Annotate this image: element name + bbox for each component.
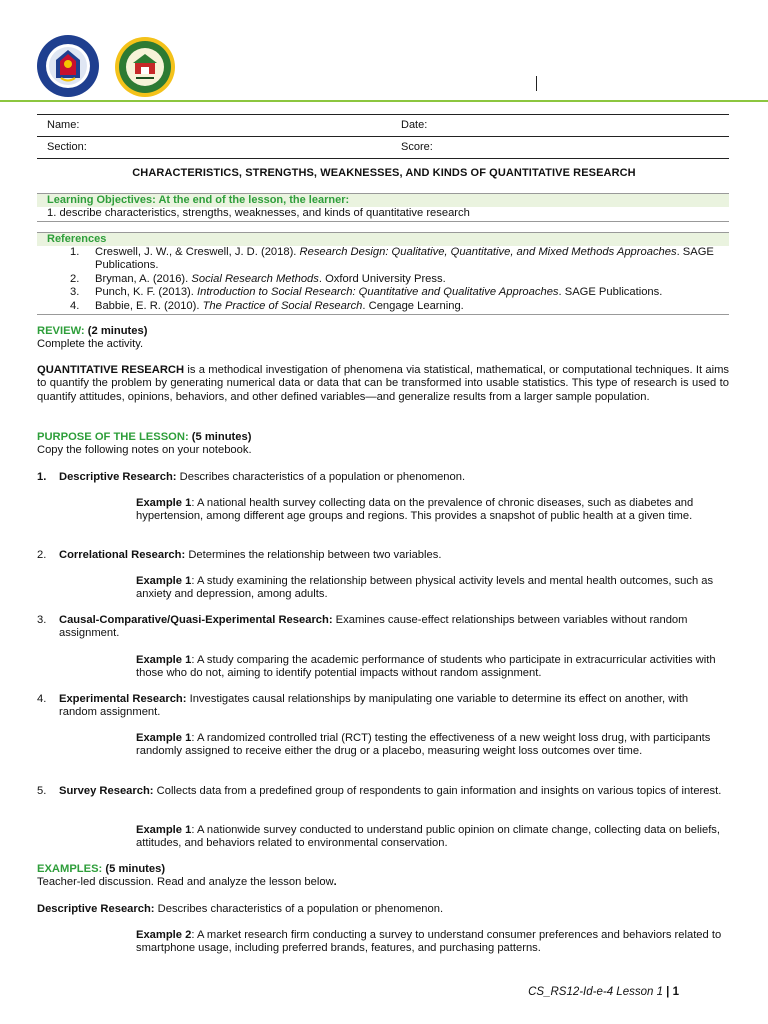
reference-item: 4. Babbie, E. R. (2010). The Practice of Social Research. Cengage Learning. (70, 299, 464, 312)
kind-description: Determines the relationship between two variables. (185, 549, 442, 561)
examples-subheading: Descriptive Research: Describes characteristics of a population or phenomenon. (37, 903, 444, 915)
purpose-instruction: Copy the following notes on your notebook. (37, 444, 252, 457)
name-field[interactable]: Name: (37, 115, 391, 137)
review-time: (2 minutes) (84, 325, 148, 337)
student-info-table (37, 114, 729, 159)
score-field[interactable]: Score: (391, 137, 729, 159)
examples-section (37, 863, 729, 890)
kind-number: 2. (37, 549, 47, 561)
kind-example: Example 1: A study examining the relationship between physical activity levels and mental health outcomes, such as anxiety and depression, among adults. (136, 575, 714, 601)
kind-item (37, 785, 729, 798)
kind-number: 5. (37, 785, 47, 797)
kind-description: Examines cause-effect relationships between variables without random assignment. (59, 614, 688, 640)
kind-number: 4. (37, 693, 47, 705)
examples-instruction: Teacher-led discussion. Read and analyze the lesson below. (37, 876, 337, 889)
references-heading: References (37, 232, 729, 246)
page-number: 1 (672, 986, 679, 998)
kind-name: Survey Research: (59, 785, 154, 797)
review-label: REVIEW: (37, 325, 85, 337)
kind-name: Experimental Research: (59, 693, 187, 705)
review-instruction: Complete the activity. (37, 338, 144, 351)
kind-number: 1. (37, 471, 47, 483)
kind-example: Example 1: A randomized controlled trial (RCT) testing the effectiveness of a new weight loss drug, with participants randomly assigned to receive either the drug or a placebo, measuring weight loss outcomes over time. (136, 732, 711, 758)
purpose-time: (5 minutes) (188, 431, 252, 443)
kind-name: Causal-Comparative/Quasi-Experimental Research: (59, 614, 333, 626)
reference-item: 1. Creswell, J. W., & Creswell, J. D. (2018). Research Design: Qualitative, Quantitative, and Mixed Methods Approaches. SAGE Publications. (70, 246, 714, 272)
examples-time: (5 minutes) (102, 863, 166, 875)
text-cursor (536, 76, 537, 91)
objectives-heading: Learning Objectives: At the end of the lesson, the learner: (37, 193, 729, 207)
reference-item: 2. Bryman, A. (2016). Social Research Methods. Oxford University Press. (70, 272, 446, 285)
review-section (37, 325, 729, 352)
kind-example: Example 1: A study comparing the academic performance of students who participate in extracurricular activities with those who do not, aiming to identify potential impacts without random assignment. (136, 654, 716, 680)
purpose-label: PURPOSE OF THE LESSON: (37, 431, 189, 443)
definition-paragraph (37, 364, 729, 404)
header-divider (0, 100, 768, 102)
section-field[interactable]: Section: (37, 137, 391, 159)
references-box (37, 232, 729, 315)
date-field[interactable]: Date: (391, 115, 729, 137)
kind-description: Collects data from a predefined group of respondents to gain information and insights on various topics of interest. (153, 785, 722, 797)
kind-example: Example 1: A nationwide survey conducted to understand public opinion on climate change, collecting data on beliefs, attitudes, and behaviors related to environmental conservation. (136, 824, 721, 850)
kind-description: Describes characteristics of a population or phenomenon. (176, 471, 466, 483)
kind-item (37, 549, 729, 562)
lesson-title: CHARACTERISTICS, STRENGTHS, WEAKNESSES, AND KINDS OF QUANTITATIVE RESEARCH (132, 167, 636, 179)
kind-item (37, 471, 729, 484)
examples-example: Example 2: A market research firm conducting a survey to understand consumer preferences and behaviors related to smartphone usage, including preferred brands, features, and purchasing patterns. (136, 929, 722, 955)
kind-name: Descriptive Research: (59, 471, 177, 483)
lesson-code: CS_RS12-Id-e-4 Lesson 1 (528, 986, 663, 998)
kind-item (37, 693, 729, 720)
definition-term: QUANTITATIVE RESEARCH (37, 364, 185, 376)
kind-description: Investigates causal relationships by manipulating one variable to determine its effect on another, with random assignment. (59, 693, 689, 719)
definition-text: is a methodical investigation of phenomena via statistical, mathematical, or computational techniques. It aims to quantify the problem by generating numerical data or data that can be transformed into usable statistics. This type of research is used to quantify attitudes, opinions, behaviors, and other defined variables—and generalize results from a larger sample population. (37, 364, 730, 403)
kind-number: 3. (37, 614, 47, 626)
kind-example: Example 1: A national health survey collecting data on the prevalence of chronic diseases, such as diabetes and hypertension, among different age groups and regions. This provides a snapshot of public health at a given time. (136, 497, 694, 523)
reference-item: 3. Punch, K. F. (2013). Introduction to Social Research: Quantitative and Qualitative Approaches. SAGE Publications. (70, 286, 663, 299)
objective-item: 1. describe characteristics, strengths, weaknesses, and kinds of quantitative research (37, 207, 729, 222)
kind-name: Correlational Research: (59, 549, 186, 561)
learning-objectives-box (37, 193, 729, 222)
kind-item (37, 614, 729, 641)
deped-seal (36, 34, 100, 98)
school-seal (114, 36, 176, 98)
references-list (37, 246, 729, 315)
examples-label: EXAMPLES: (37, 863, 103, 875)
purpose-section (37, 431, 729, 458)
page-footer: CS_RS12-Id-e-4 Lesson 1 | 1 (528, 986, 679, 998)
